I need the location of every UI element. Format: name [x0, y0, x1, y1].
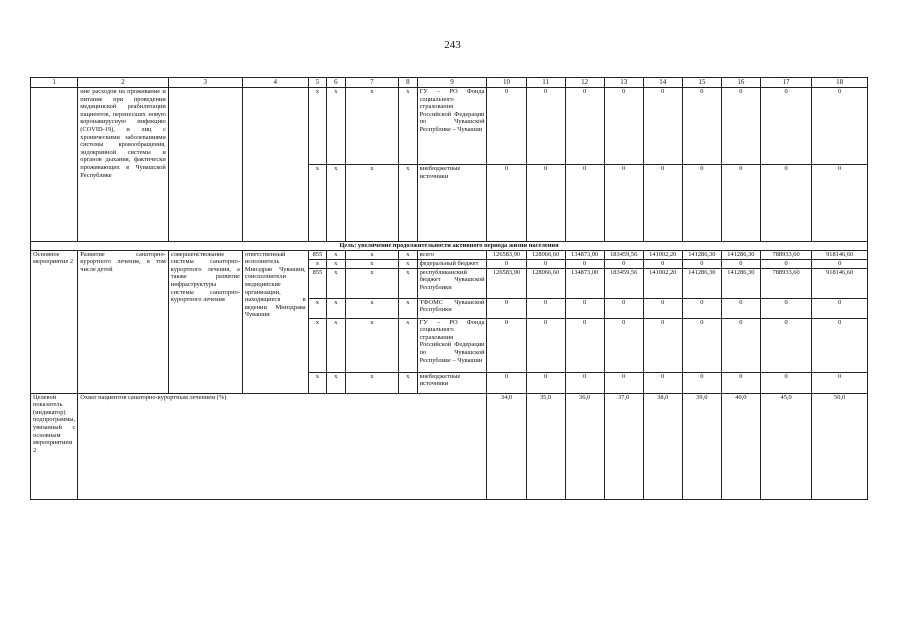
funding-source: ГУ – РО Фонда социального страхования Российской Федерации по Чувашской Республике – Чувашии — [417, 318, 487, 372]
target-value: 37,0 — [604, 393, 643, 499]
value-cell: 0 — [487, 259, 526, 268]
value-cell: 141002,20 — [643, 268, 682, 298]
funding-source: внебюджетные источники — [417, 372, 487, 393]
cell-code: x — [345, 372, 398, 393]
value-cell: 141286,30 — [682, 250, 721, 259]
value-cell: 183459,56 — [604, 268, 643, 298]
value-cell: 0 — [604, 318, 643, 372]
value-cell: 0 — [760, 298, 811, 318]
value-cell: 0 — [760, 259, 811, 268]
value-cell: 0 — [604, 88, 643, 165]
value-cell: 0 — [643, 372, 682, 393]
value-cell: 0 — [721, 259, 760, 268]
cell-code: 855 — [308, 250, 327, 259]
event-task: совершенствование системы санаторно-курортного лечения, а также развитие инфраструктуры системы санаторно-курортного лечения — [168, 250, 242, 393]
value-cell: 0 — [643, 318, 682, 372]
target-value: 36,0 — [565, 393, 604, 499]
value-cell: 0 — [565, 88, 604, 165]
cell-code: x — [345, 165, 398, 242]
target-value: 39,0 — [682, 393, 721, 499]
value-cell: 0 — [526, 88, 565, 165]
value-cell: 0 — [565, 318, 604, 372]
cell-code: x — [327, 318, 346, 372]
cell-code: x — [399, 372, 418, 393]
funding-source: ТФОМС Чувашской Республики — [417, 298, 487, 318]
cell-code: x — [327, 165, 346, 242]
header-cell: 5 — [308, 78, 327, 88]
cell-empty — [242, 88, 308, 242]
value-cell: 0 — [526, 259, 565, 268]
header-cell: 16 — [721, 78, 760, 88]
funding-source: федеральный бюджет — [417, 259, 487, 268]
value-cell: 0 — [682, 88, 721, 165]
value-cell: 183459,56 — [604, 250, 643, 259]
funding-source: всего — [417, 250, 487, 259]
value-cell: 0 — [721, 165, 760, 242]
value-cell: 141286,30 — [721, 250, 760, 259]
goal-text: Цель: увеличение продолжительности активного периода жизни населения — [31, 242, 868, 251]
funding-source: республиканский бюджет Чувашской Республики — [417, 268, 487, 298]
funding-source: внебюджетные источники — [417, 165, 487, 242]
cell-code: x — [399, 250, 418, 259]
cell-code: x — [308, 372, 327, 393]
header-cell: 12 — [565, 78, 604, 88]
value-cell: 0 — [812, 298, 868, 318]
value-cell: 0 — [812, 318, 868, 372]
value-cell: 0 — [604, 165, 643, 242]
value-cell: 0 — [565, 259, 604, 268]
value-cell: 0 — [682, 298, 721, 318]
value-cell: 128066,60 — [526, 268, 565, 298]
value-cell: 0 — [721, 298, 760, 318]
value-cell: 141286,30 — [721, 268, 760, 298]
value-cell: 0 — [721, 318, 760, 372]
target-label: Целевой показатель (индикатор) подпрограммы, увязанный с основным мероприятием 2 — [31, 393, 78, 499]
target-value: 34,0 — [487, 393, 526, 499]
target-row — [31, 393, 868, 499]
value-cell: 0 — [812, 165, 868, 242]
target-value: 50,0 — [812, 393, 868, 499]
value-cell: 788933,60 — [760, 250, 811, 259]
value-cell: 141286,30 — [682, 268, 721, 298]
value-cell: 0 — [604, 298, 643, 318]
cell-code: x — [327, 372, 346, 393]
cell-empty — [168, 88, 242, 242]
page-number: 243 — [444, 39, 461, 51]
value-cell: 0 — [760, 88, 811, 165]
value-cell: 0 — [565, 165, 604, 242]
value-cell: 788933,60 — [760, 268, 811, 298]
value-cell: 126583,90 — [487, 268, 526, 298]
value-cell: 0 — [760, 372, 811, 393]
value-cell: 0 — [760, 318, 811, 372]
value-cell: 134873,00 — [565, 250, 604, 259]
cell-code: x — [308, 165, 327, 242]
target-value: 40,0 — [721, 393, 760, 499]
target-value: 38,0 — [643, 393, 682, 499]
cell-code: x — [399, 268, 418, 298]
value-cell: 0 — [526, 318, 565, 372]
value-cell: 0 — [565, 298, 604, 318]
header-cell: 17 — [760, 78, 811, 88]
value-cell: 918146,60 — [812, 250, 868, 259]
event-name: Основное мероприятие 2 — [31, 250, 78, 393]
header-cell: 10 — [487, 78, 526, 88]
header-cell: 14 — [643, 78, 682, 88]
event-title: Развитие санаторно-курортного лечения, в том числе детей — [78, 250, 168, 393]
value-cell: 918146,60 — [812, 268, 868, 298]
value-cell: 0 — [682, 372, 721, 393]
event-description: ние расходов на проживание и питание при проведении медицинской реабилитации пациентов, перенесших новую коронавирусную инфекцию (COVID-19), и лиц с хроническими заболеваниями системы кровообращения, эндокринной системы и органов дыхания, фактически проживающих в Чувашской Республике — [78, 88, 168, 242]
cell-code: x — [308, 298, 327, 318]
header-cell: 3 — [168, 78, 242, 88]
value-cell: 0 — [526, 298, 565, 318]
value-cell: 0 — [682, 259, 721, 268]
value-cell: 0 — [487, 298, 526, 318]
value-cell: 0 — [526, 165, 565, 242]
value-cell: 128066,60 — [526, 250, 565, 259]
cell-code: x — [345, 259, 398, 268]
value-cell: 134873,00 — [565, 268, 604, 298]
cell-code: x — [327, 298, 346, 318]
cell-code: x — [308, 318, 327, 372]
cell-code: x — [327, 250, 346, 259]
goal-row — [31, 242, 868, 251]
header-cell: 4 — [242, 78, 308, 88]
value-cell: 126583,90 — [487, 250, 526, 259]
value-cell: 0 — [565, 372, 604, 393]
header-row — [31, 78, 868, 88]
cell-code: x — [399, 298, 418, 318]
value-cell: 0 — [526, 372, 565, 393]
value-cell: 0 — [487, 318, 526, 372]
cell-code: x — [345, 268, 398, 298]
cell-code: x — [327, 88, 346, 165]
value-cell: 0 — [643, 259, 682, 268]
value-cell: 141002,20 — [643, 250, 682, 259]
cell-code: x — [345, 298, 398, 318]
cell-code: x — [308, 88, 327, 165]
header-cell: 11 — [526, 78, 565, 88]
value-cell: 0 — [682, 318, 721, 372]
header-cell: 6 — [327, 78, 346, 88]
target-indicator-text: Охват пациентов санаторно-курортным лечением (%) — [78, 393, 487, 499]
value-cell: 0 — [604, 259, 643, 268]
value-cell: 0 — [604, 372, 643, 393]
header-cell: 13 — [604, 78, 643, 88]
cell-code: x — [399, 318, 418, 372]
value-cell: 0 — [721, 88, 760, 165]
cell-code: x — [345, 318, 398, 372]
target-value: 45,0 — [760, 393, 811, 499]
budget-table — [30, 77, 868, 500]
cell-code: 855 — [308, 268, 327, 298]
cell-code: x — [327, 268, 346, 298]
value-cell: 0 — [812, 88, 868, 165]
header-cell: 9 — [417, 78, 487, 88]
value-cell: 0 — [760, 165, 811, 242]
header-cell: 18 — [812, 78, 868, 88]
cell-code: x — [399, 88, 418, 165]
cell-code: x — [345, 250, 398, 259]
event-executor: ответственный исполнитель Минздрав Чувашии, соисполнители медицинские организации, находящиеся в ведении Минздрава Чувашии — [242, 250, 308, 393]
cell-empty — [31, 88, 78, 242]
cell-code: x — [399, 259, 418, 268]
table-row — [31, 88, 868, 165]
header-cell: 8 — [399, 78, 418, 88]
value-cell: 0 — [682, 165, 721, 242]
cell-code: x — [308, 259, 327, 268]
cell-code: x — [327, 259, 346, 268]
value-cell: 0 — [721, 372, 760, 393]
target-value: 35,0 — [526, 393, 565, 499]
header-cell: 1 — [31, 78, 78, 88]
header-cell: 7 — [345, 78, 398, 88]
value-cell: 0 — [487, 88, 526, 165]
value-cell: 0 — [643, 88, 682, 165]
funding-source: ГУ – РО Фонда социального страхования Российской Федерации по Чувашской Республике – Чувашии — [417, 88, 487, 165]
cell-code: x — [345, 88, 398, 165]
value-cell: 0 — [643, 298, 682, 318]
header-cell: 2 — [78, 78, 168, 88]
value-cell: 0 — [812, 259, 868, 268]
value-cell: 0 — [643, 165, 682, 242]
value-cell: 0 — [487, 372, 526, 393]
header-cell: 15 — [682, 78, 721, 88]
table-row — [31, 250, 868, 259]
value-cell: 0 — [487, 165, 526, 242]
value-cell: 0 — [812, 372, 868, 393]
cell-code: x — [399, 165, 418, 242]
